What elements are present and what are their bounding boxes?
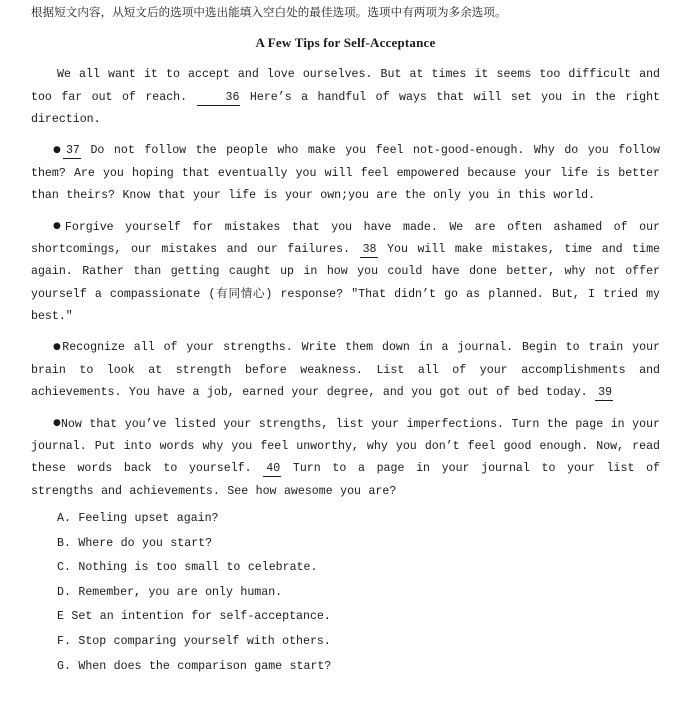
bullet-icon: ● bbox=[53, 144, 63, 155]
passage-paragraph bbox=[31, 55, 660, 131]
exercise-instruction: 根据短文内容，从短文后的选项中选出能填入空白处的最佳选项。选项中有两项为多余选项。 bbox=[31, 5, 507, 19]
option-item[interactable]: B. Where do you start? bbox=[57, 536, 213, 550]
passage-title: A Few Tips for Self-Acceptance bbox=[255, 35, 436, 51]
passage-paragraph bbox=[31, 405, 660, 504]
options-list bbox=[31, 513, 660, 685]
option-item[interactable]: C. Nothing is too small to celebrate. bbox=[57, 561, 318, 575]
passage-text: Do not follow the people who make you feel not-good-enough. Why do you follow them? Are you hoping that eventually you will feel empowered because your life is better than theirs? Know that your life is your own;you are the only you in this world. bbox=[31, 144, 660, 203]
answer-blank[interactable]: 37 bbox=[63, 144, 81, 159]
bullet-icon: ● bbox=[53, 418, 61, 428]
passage-text: Forgive yourself for mistakes that you have made. We are often ashamed of our shortcomings, our mistakes and our failures. bbox=[31, 220, 660, 256]
passage-text: We all want it to accept and love ourselves. But at times it seems too difficult and too far out of reach. bbox=[31, 68, 660, 104]
option-item[interactable]: F. Stop comparing yourself with others. bbox=[57, 634, 331, 648]
answer-blank[interactable]: 39 bbox=[595, 386, 613, 401]
passage-text: You will make mistakes, time and time again. Rather than getting caught up in how you could have done better, why not offer yourself a compassionate (有同情心) response? "That didn’t go as planned. But, I tried my best." bbox=[31, 242, 660, 323]
passage-body bbox=[31, 55, 660, 503]
answer-blank[interactable]: 36 bbox=[197, 91, 241, 106]
bullet-icon: ● bbox=[53, 341, 63, 352]
option-item[interactable]: D. Remember, you are only human. bbox=[57, 585, 283, 599]
passage-text: Recognize all of your strengths. Write them down in a journal. Begin to train your brain to look at strength before weakness. List all of your accomplishments and achievements. You have a job, earned your degree, and you got out of bed today. bbox=[31, 341, 660, 400]
passage-text: Turn to a page in your journal to your list of strengths and achievements. See how awesome you are? bbox=[31, 462, 660, 498]
document-page bbox=[0, 4, 691, 702]
answer-blank[interactable]: 38 bbox=[360, 243, 378, 258]
passage-text: Now that you’ve listed your strengths, list your imperfections. Turn the page in your journal. Put into words why you feel unworthy, why you don’t feel good enough. Now, read these words back to yourself. bbox=[31, 417, 660, 476]
passage-paragraph bbox=[31, 328, 660, 404]
bullet-icon: ● bbox=[53, 221, 65, 231]
option-item[interactable]: G. When does the comparison game start? bbox=[57, 659, 332, 673]
option-item[interactable]: A. Feeling upset again? bbox=[57, 512, 219, 525]
option-item[interactable]: E Set an intention for self-acceptance. bbox=[57, 610, 331, 624]
answer-blank[interactable]: 40 bbox=[263, 462, 281, 477]
passage-paragraph bbox=[31, 208, 660, 329]
passage-paragraph bbox=[31, 131, 660, 207]
passage-text: Here’s a handful of ways that will set you in the right direction. bbox=[31, 90, 660, 126]
